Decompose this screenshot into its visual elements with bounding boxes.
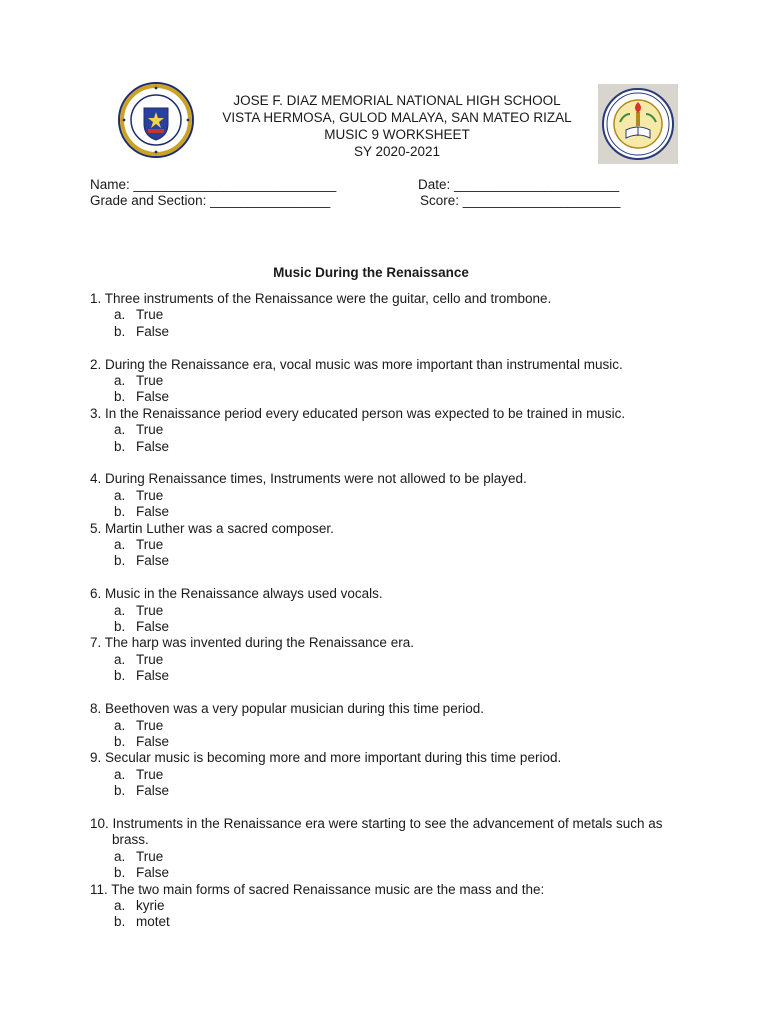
option-b[interactable]: b. False <box>114 865 170 881</box>
option-b[interactable]: b. False <box>114 438 170 454</box>
option-a[interactable]: a. True <box>114 766 164 782</box>
question-item <box>90 701 690 750</box>
question-item <box>90 521 690 570</box>
question-text: 11. The two main forms of sacred Renaissance music are the mass and the: <box>90 881 545 897</box>
question-text: 8. Beethoven was a very popular musician during this time period. <box>90 701 484 717</box>
option-a[interactable]: a. True <box>114 537 164 553</box>
question-item <box>90 882 690 931</box>
score-field[interactable]: Score: _____________________ <box>420 193 621 208</box>
date-field[interactable]: Date: ______________________ <box>418 177 620 192</box>
option-a[interactable]: a. kyrie <box>114 897 165 913</box>
question-item <box>90 750 690 799</box>
option-a[interactable]: a. True <box>114 422 164 438</box>
option-b[interactable]: b. False <box>114 389 170 405</box>
option-b[interactable]: b. False <box>114 504 170 520</box>
option-a[interactable]: a. True <box>114 487 164 503</box>
question-text: 2. During the Renaissance era, vocal music was more important than instrumental music. <box>90 356 623 372</box>
question-text: 7. The harp was invented during the Renaissance era. <box>90 635 414 651</box>
question-item <box>90 406 690 455</box>
worksheet-title: MUSIC 9 WORKSHEET <box>324 127 470 142</box>
option-b[interactable]: b. False <box>114 783 170 799</box>
question-item <box>90 586 690 635</box>
school-name: JOSE F. DIAZ MEMORIAL NATIONAL HIGH SCHOOL <box>233 93 561 108</box>
option-a[interactable]: a. True <box>114 373 164 389</box>
question-item <box>90 357 690 406</box>
grade-section-field[interactable]: Grade and Section: ________________ <box>90 193 331 208</box>
question-text: 4. During Renaissance times, Instruments were not allowed to be played. <box>90 471 527 487</box>
question-item <box>90 635 690 684</box>
option-b[interactable]: b. False <box>114 323 170 339</box>
option-a[interactable]: a. True <box>114 848 164 864</box>
school-header <box>200 92 594 160</box>
option-a[interactable]: a. True <box>114 602 164 618</box>
question-item <box>90 471 690 520</box>
question-item <box>90 816 690 882</box>
option-b[interactable]: b. False <box>114 619 170 635</box>
name-field[interactable]: Name: ___________________________ <box>90 177 337 192</box>
question-item <box>90 291 690 340</box>
option-a[interactable]: a. True <box>114 717 164 733</box>
option-b[interactable]: b. False <box>114 668 170 684</box>
question-list <box>90 291 690 931</box>
school-seal-logo <box>598 84 678 164</box>
option-a[interactable]: a. True <box>114 307 164 323</box>
section-title: Music During the Renaissance <box>273 265 469 280</box>
question-text: 6. Music in the Renaissance always used vocals. <box>90 586 383 602</box>
question-text: 1. Three instruments of the Renaissance were the guitar, cello and trombone. <box>90 291 552 306</box>
question-text: 5. Martin Luther was a sacred composer. <box>90 520 334 536</box>
option-a[interactable]: a. True <box>114 651 164 667</box>
deped-seal-logo <box>118 82 194 158</box>
school-address: VISTA HERMOSA, GULOD MALAYA, SAN MATEO RIZAL <box>222 110 572 125</box>
school-year: SY 2020-2021 <box>353 144 441 159</box>
option-b[interactable]: b. motet <box>114 914 170 930</box>
option-b[interactable]: b. False <box>114 553 170 569</box>
question-text: 3. In the Renaissance period every educated person was expected to be trained in music. <box>90 405 626 421</box>
option-b[interactable]: b. False <box>114 733 170 749</box>
question-text: 10. Instruments in the Renaissance era were starting to see the advancement of metals such as brass. <box>90 815 663 848</box>
question-text: 9. Secular music is becoming more and more important during this time period. <box>90 750 562 766</box>
